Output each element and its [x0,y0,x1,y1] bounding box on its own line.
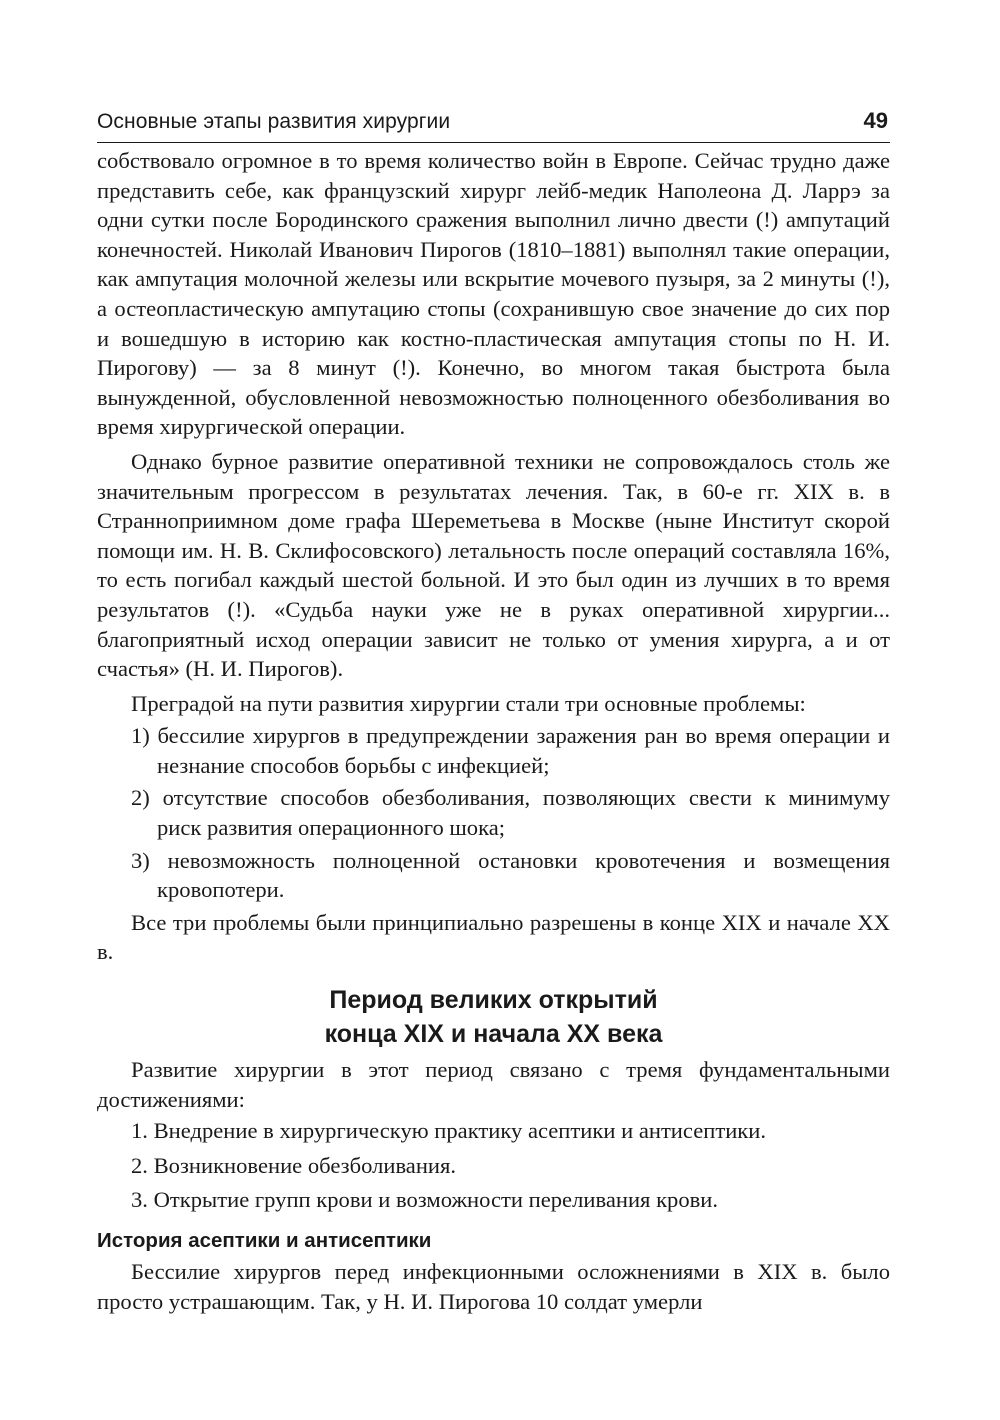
achievement-item-3: 3. Открытие групп крови и возможности переливания крови. [131,1187,719,1213]
problems-list [97,721,890,905]
body-paragraph-3: Преградой на пути развития хирургии стали три основные проблемы: [131,690,806,716]
subsection-heading: История асептики и антисептики [97,1229,432,1252]
subsection-paragraph: Бессилие хирургов перед инфекционными осложнениями в XIX в. было просто устрашающим. Так, у Н. И. Пирогова 10 солдат умерли [97,1259,890,1314]
achievement-item-2: 2. Возникновение обезболивания. [131,1152,457,1178]
problem-item-2: 2) отсутствие способов обезболивания, позволяющих свести к минимуму риск развития операционного шока; [131,785,890,841]
problem-item-1: 1) бессилие хирургов в предупреждении заражения ран во время операции и незнание способов борьбы с инфекцией; [131,723,890,778]
section-heading [97,983,890,1051]
section-heading-line-1: Период великих открытий [329,986,658,1015]
problem-item-3: 3) невозможность полноценной остановки кровотечения и возмещения кровопотери. [131,847,890,903]
page-body [97,146,890,1316]
running-header-title: Основные этапы развития хирургии [97,110,451,133]
section-intro: Развитие хирургии в этот период связано с тремя фундаментальными достижениями: [97,1057,890,1112]
body-paragraph-2: Однако бурное развитие оперативной техники не сопровождалось столь же значительным прогрессом в результатах лечения. Так, в 60-е гг. XIX в. в Странноприимном доме графа Шереметьева в Москве (ныне Институт скорой помощи им. Н. В. Склифосовского) летальность после операций составляла 16%, то есть погибал каждый шестой больной. И это был один из лучших в то время результатов (!). «Судьба науки уже не в руках оперативной хирургии... благоприятный исход операции зависит не только от умения хирурга, а и от счастья» (Н. И. Пирогов). [97,448,890,682]
achievements-list [97,1116,890,1215]
achievement-item-1: 1. Внедрение в хирургическую практику асептики и антисептики. [131,1118,767,1144]
running-header [97,104,890,143]
page-number: 49 [863,108,888,133]
body-paragraph-4: Все три проблемы были принципиально разрешены в конце XIX и начале XX в. [97,909,890,965]
body-paragraph-1: собствовало огромное в то время количество войн в Европе. Сейчас трудно даже представить себе, как французский хирург лейб-медик Наполеона Д. Ларрэ за одни сутки после Бородинского сражения выполнил лично двести (!) ампутаций конечностей. Николай Иванович Пирогов (1810–1881) выполнял такие операции, как ампутация молочной железы или вскрытие мочевого пузыря, за 2 минуты (!), а остеопластическую ампутацию стопы (сохранившую свое значение до сих пор и вошедшую в историю как костно-пластическая ампутация стопы по Н. И. Пирогову) — за 8 минут (!). Конечно, во многом такая быстрота была вынужденной, обусловленной невозможностью полноценного обезболивания во время хирургической операции. [97,148,890,440]
section-heading-line-2: конца XIX и начала XX века [324,1020,663,1049]
